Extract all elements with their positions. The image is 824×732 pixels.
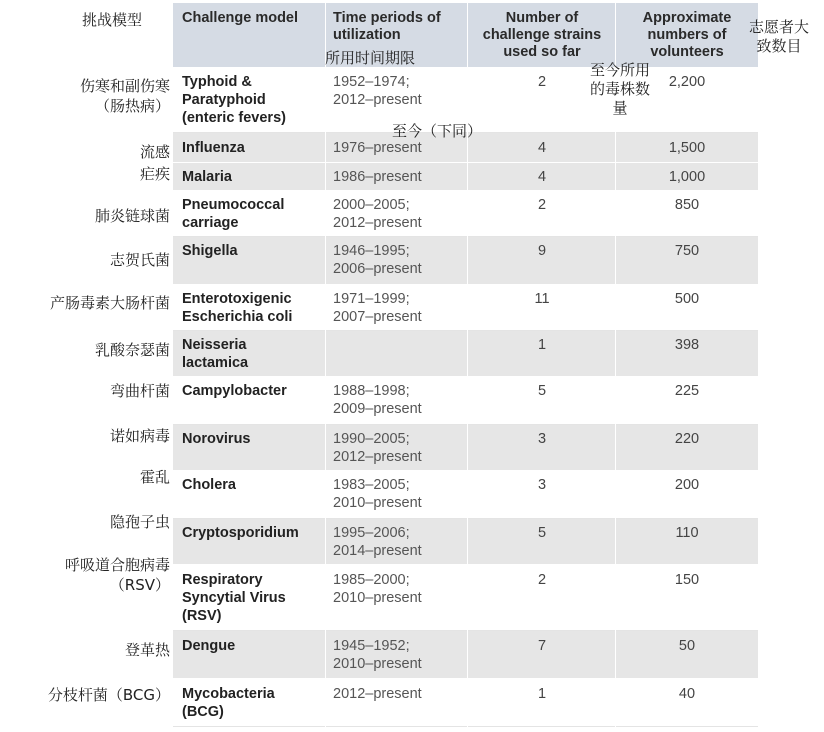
challenge-model-cell: Enterotoxigenic Escherichia coli — [182, 291, 293, 325]
time-period-cell: 1971–1999; 2007–present — [333, 291, 422, 325]
table-row — [173, 519, 758, 565]
strains-cell: 5 — [537, 525, 547, 541]
strains-cell: 1 — [537, 686, 547, 702]
row-label-cn: 伤寒和副伤寒 （肠热病） — [79, 77, 170, 115]
time-period-cell: 1946–1995; 2006–present — [333, 243, 422, 277]
header-number-of-strains: Number of challenge strains used so far — [482, 10, 602, 60]
row-label-cn: 疟疾 — [139, 165, 170, 183]
volunteers-cell: 110 — [675, 525, 699, 541]
challenge-model-cell: Malaria — [182, 169, 232, 185]
table-row — [173, 377, 758, 425]
strains-cell: 1 — [537, 337, 547, 353]
challenge-model-cell: Neisseria lactamica — [182, 337, 249, 371]
time-period-cell: 1983–2005; 2010–present — [333, 477, 422, 511]
strains-cell: 2 — [537, 74, 547, 90]
annotation-volunteers: 志愿者大 致数目 — [748, 18, 809, 55]
volunteers-cell: 850 — [674, 197, 700, 213]
annotation-challenge-model: 挑战模型 — [82, 11, 143, 29]
annotation-time-periods: 所用时间期限 — [325, 49, 416, 67]
table-header — [173, 3, 758, 67]
strains-cell: 4 — [537, 140, 547, 156]
table-row — [173, 471, 758, 519]
row-label-cn: 登革热 — [124, 641, 170, 659]
volunteers-cell: 1,500 — [668, 140, 706, 156]
challenge-model-cell: Pneumococcal carriage — [182, 197, 285, 231]
time-period-cell: 1990–2005; 2012–present — [333, 431, 422, 465]
time-period-cell: 2012–present — [333, 686, 422, 702]
table-row — [173, 191, 758, 237]
volunteers-cell: 1,000 — [668, 169, 706, 185]
table-row — [173, 163, 758, 191]
strains-cell: 3 — [537, 431, 547, 447]
time-period-cell: 1945–1952; 2010–present — [333, 638, 422, 672]
row-label-cn: 霍乱 — [139, 468, 170, 486]
volunteers-cell: 40 — [678, 686, 696, 702]
challenge-model-cell: Typhoid & Paratyphoid (enteric fevers) — [182, 74, 286, 126]
row-label-cn: 肺炎链球菌 — [94, 207, 170, 225]
table-row — [173, 425, 758, 471]
volunteers-cell: 500 — [674, 291, 700, 307]
table-row — [173, 565, 758, 631]
table-row — [173, 331, 758, 377]
row-label-cn: 流感 — [139, 143, 170, 161]
row-label-cn: 呼吸道合胞病毒 （RSV） — [64, 556, 170, 594]
header-time-periods: Time periods of utilization — [333, 10, 441, 43]
annotation-present-note: 至今（下同） — [392, 122, 483, 140]
challenge-model-cell: Respiratory Syncytial Virus (RSV) — [182, 572, 286, 624]
volunteers-cell: 750 — [674, 243, 700, 259]
row-label-cn: 乳酸奈瑟菌 — [94, 341, 170, 359]
challenge-model-cell: Dengue — [182, 638, 236, 654]
column-divider — [325, 3, 326, 727]
strains-cell: 4 — [537, 169, 547, 185]
time-period-cell: 1976–present — [333, 140, 422, 156]
header-challenge-model: Challenge model — [182, 10, 299, 26]
challenge-model-cell: Cryptosporidium — [182, 525, 299, 541]
time-period-cell: 1995–2006; 2014–present — [333, 525, 422, 559]
time-period-cell: 1988–1998; 2009–present — [333, 383, 422, 417]
challenge-model-cell: Shigella — [182, 243, 238, 259]
challenge-model-cell: Norovirus — [182, 431, 251, 447]
challenge-model-cell: Cholera — [182, 477, 236, 493]
row-label-cn: 隐孢子虫 — [109, 513, 170, 531]
strains-cell: 2 — [537, 197, 547, 213]
challenge-model-cell: Influenza — [182, 140, 245, 156]
volunteers-cell: 50 — [678, 638, 696, 654]
time-period-cell: 1986–present — [333, 169, 422, 185]
strains-cell: 2 — [537, 572, 547, 588]
volunteers-cell: 200 — [674, 477, 700, 493]
volunteers-cell: 150 — [674, 572, 700, 588]
strains-cell: 7 — [537, 638, 547, 654]
row-label-cn: 志贺氏菌 — [109, 251, 170, 269]
volunteers-cell: 225 — [674, 383, 700, 399]
strains-cell: 5 — [537, 383, 547, 399]
table-row — [173, 631, 758, 679]
table-row — [173, 679, 758, 727]
table-row — [173, 237, 758, 285]
challenge-model-cell: Campylobacter — [182, 383, 287, 399]
time-period-cell: 2000–2005; 2012–present — [333, 197, 422, 231]
volunteers-cell: 2,200 — [668, 74, 706, 90]
table-row — [173, 285, 758, 331]
strains-cell: 3 — [537, 477, 547, 493]
row-label-cn: 弯曲杆菌 — [109, 382, 170, 400]
challenge-model-cell: Mycobacteria (BCG) — [182, 686, 275, 720]
time-period-cell: 1985–2000; 2010–present — [333, 572, 422, 606]
strains-cell: 11 — [534, 291, 550, 307]
time-period-cell: 1952–1974; 2012–present — [333, 74, 422, 108]
row-label-cn: 分枝杆菌（BCG） — [47, 686, 170, 704]
volunteers-cell: 398 — [674, 337, 700, 353]
header-volunteers: Approximate numbers of volunteers — [642, 10, 732, 60]
strains-cell: 9 — [537, 243, 547, 259]
row-label-cn: 产肠毒素大肠杆菌 — [49, 294, 170, 312]
volunteers-cell: 220 — [674, 431, 700, 447]
row-label-cn: 诺如病毒 — [109, 427, 170, 445]
column-divider — [467, 3, 468, 727]
annotation-strains: 至今所用 的毒株数 量 — [589, 61, 650, 117]
